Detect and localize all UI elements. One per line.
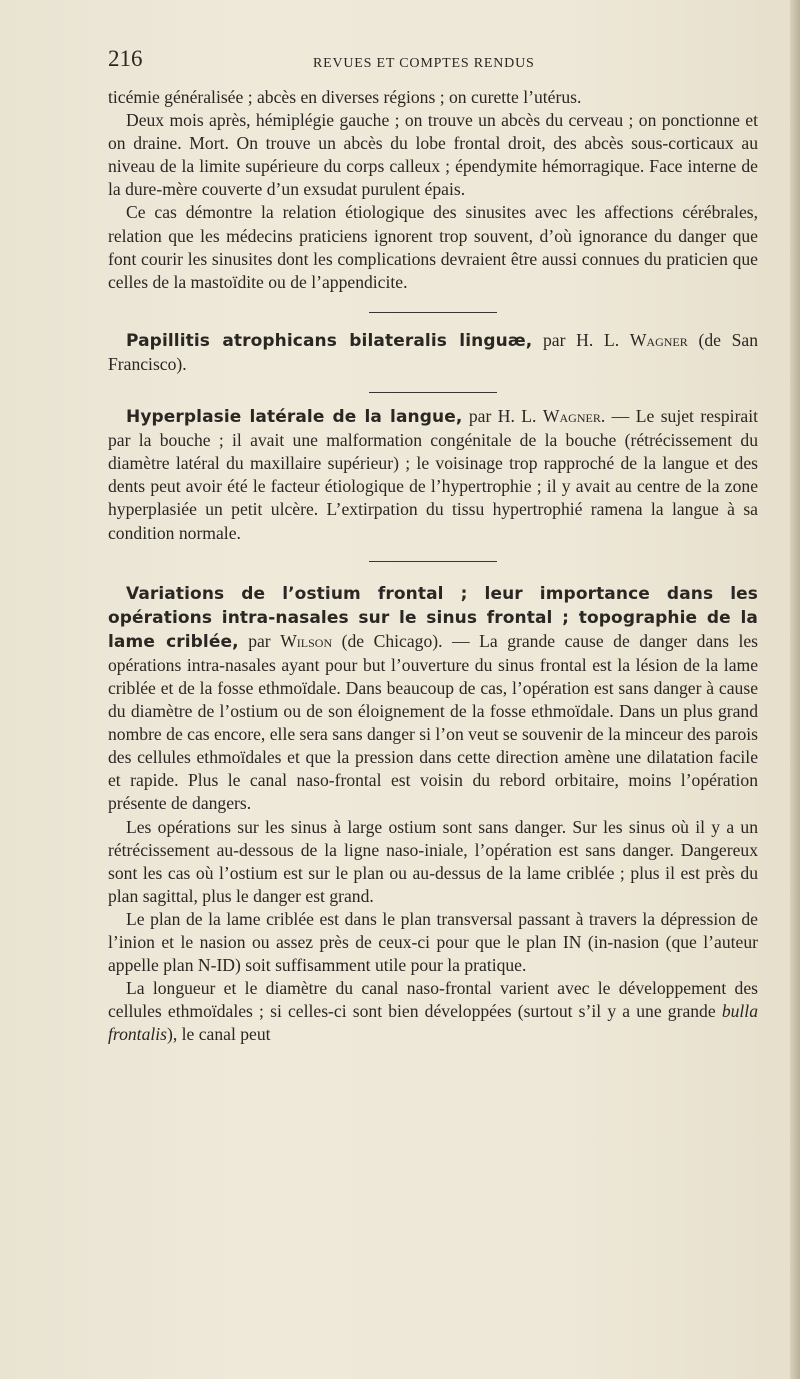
paragraph: Le plan de la lame criblée est dans le plan transversal passant à travers la dépression de l’inion et le nasion ou assez près de ceux-ci pour que le plan IN (in-nasion (que l’auteur appelle plan N-ID) soit suffisamment utile pour la pratique.: [108, 908, 758, 976]
review-affiliation: (de San Francisco).: [108, 329, 759, 374]
review-author: Wagner: [629, 329, 688, 350]
review-title: Variations de l’ostium frontal ; leur importance dans les opérations intra-nasales sur le sinus frontal ; topographie de la lame criblée,: [108, 583, 758, 652]
paragraph-text: La longueur et le diamètre du canal naso-frontal varient avec le développement des cellules ethmoïdales ; si celles-ci sont bien développées (surtout s’il y a une grande: [108, 978, 758, 1022]
review-title: Hyperplasie latérale de la langue,: [126, 407, 463, 428]
running-title: REVUES ET COMPTES RENDUS: [313, 56, 535, 71]
review-papillitis: [108, 329, 758, 376]
page-number: 216: [108, 46, 143, 71]
review-by: par: [238, 630, 281, 651]
review-text: (de Chicago). — La grande cause de danger dans les opérations intra-nasales ayant pour but l’ouverture du sinus frontal est la lésion de la lame criblée et de la fosse ethmoïdale. Dans beaucoup de cas, l’opération est sans danger à cause du diamètre de l’ostium ou de son éloignement de la fosse ethmoïdale. Dans un plus grand nombre de cas encore, elle sera sans danger si l’on veut se souvenir de la minceur des parois des cellules ethmoïdales et que la pression dans cette direction amène une dilatation facile et rapide. Plus le canal naso-frontal est voisin du rebord orbitaire, moins l’opération présente de dangers.: [108, 630, 758, 814]
paragraph: [108, 977, 758, 1046]
paragraph: Deux mois après, hémiplégie gauche ; on trouve un abcès du cerveau ; on ponctionne et on draine. Mort. On trouve un abcès du lobe frontal droit, des abcès sous-corticaux au niveau de la limite supérieure du corps calleux ; épendymite hémorragique. Face interne de la dure-mère couverte d’un exsudat purulent épais.: [108, 110, 758, 200]
review-text: . — Le sujet respirait par la bouche ; il avait une malformation congénitale de la bouche (rétrécissement du diamètre latéral du maxillaire supérieur) ; le voisinage trop rapproché de la langue et des dents peut avoir été le facteur étiologique de l’hypertrophie ; il y avait au centre de la zone hyperplasiée un petit ulcère. L’extirpation du tissu hypertrophié ramena la langue à sa condition normale.: [108, 406, 759, 543]
section-divider: [369, 392, 497, 393]
paragraph: Les opérations sur les sinus à large ostium sont sans danger. Sur les sinus où il y a un rétrécissement au-dessous de la ligne naso-iniale, l’opération est sans danger. Dangereux sont les cas où l’ostium est sur le plan ou au-dessus de la lame criblée ; plus il est près du plan sagittal, plus le danger est grand.: [108, 816, 758, 906]
review-author: Wilson: [280, 630, 333, 651]
section-divider: [369, 561, 497, 562]
review-variations: [108, 582, 758, 816]
review-author: Wagner: [542, 406, 601, 427]
paragraph-continuation: ticémie généralisée ; abcès en diverses régions ; on curette l’utérus.: [108, 87, 582, 107]
review-by: par H. L.: [532, 329, 630, 350]
section-divider: [369, 312, 497, 313]
italic-term: bulla frontalis: [108, 1001, 758, 1045]
page-edge-shadow: [790, 0, 800, 1379]
paragraph: Ce cas démontre la relation étiologique des sinusites avec les affections cérébrales, relation que les médecins praticiens ignorent trop souvent, d’où ignorance du danger que font courir les sinusites dont les complications devraient être aussi connues du praticien que celles de la mastoïdite ou de l’appendicite.: [108, 202, 758, 292]
paragraph-text: ), le canal peut: [166, 1024, 271, 1045]
review-hyperplasie: [108, 405, 758, 545]
review-by: par H. L.: [462, 406, 543, 427]
article-body: [108, 86, 758, 1046]
page-header: [108, 46, 758, 76]
review-title: Papillitis atrophicans bilateralis linguæ,: [126, 330, 533, 351]
